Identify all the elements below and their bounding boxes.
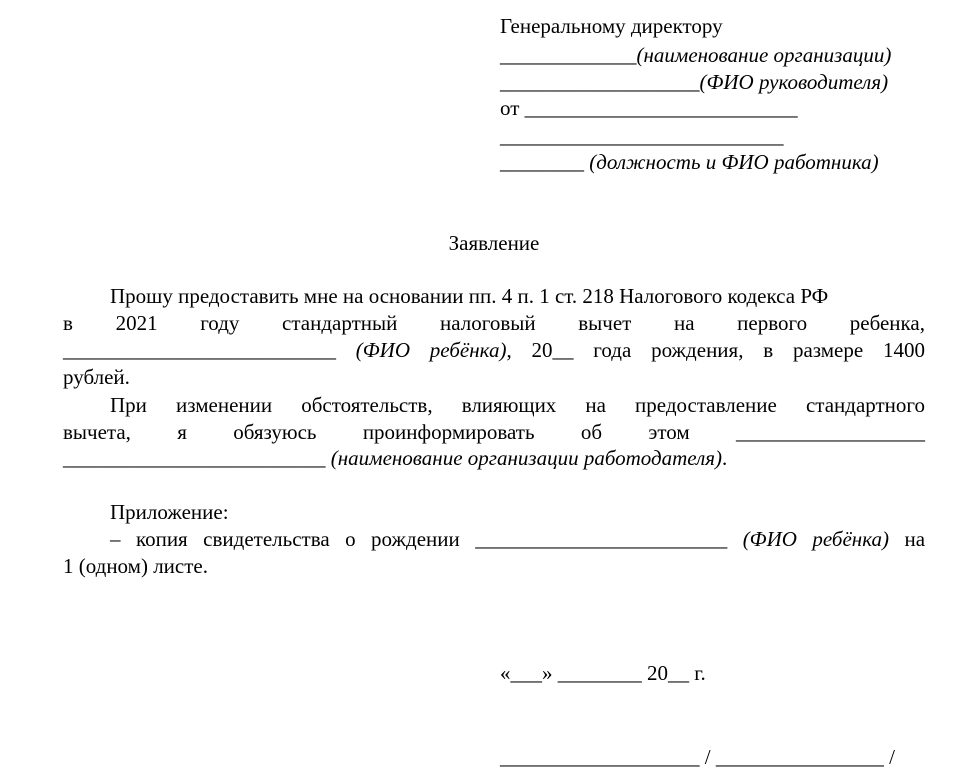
document-title-text: Заявление [448, 231, 540, 255]
employee-line [500, 150, 879, 175]
para2-line3 [63, 446, 727, 471]
attachment-line2 [63, 554, 208, 579]
organization-blank: _____________ [500, 43, 637, 67]
attachment-heading [110, 500, 229, 525]
from-line [500, 96, 798, 121]
para2-employer-blank-2: _________________________ [63, 446, 326, 470]
para1-line1-text: Прошу предоставить мне на основании пп. 4 п. 1 ст. 218 Налогового кодекса РФ [110, 284, 829, 308]
date-line-text: «___» ________ 20__ г. [500, 661, 706, 685]
from-blank: __________________________ [524, 96, 798, 120]
para2-line3-end: . [722, 446, 728, 470]
para1-line4 [63, 365, 130, 390]
addressee-text: Генеральному директору [500, 14, 723, 38]
attachment-child-name-blank: ________________________ [475, 527, 728, 551]
employee-blank: ________ [500, 150, 584, 174]
signature-line-text: ___________________ / ________________ / [500, 745, 895, 769]
head-name-blank: ___________________ [500, 70, 700, 94]
para1-line4-text: рублей. [63, 365, 130, 389]
addressee-line [500, 14, 723, 39]
para1-line3-rest: , 20__ года рождения, в размере 1400 [506, 338, 925, 362]
head-name-hint: (ФИО руководителя) [699, 70, 889, 94]
para1-line2: в 2021 году стандартный налоговый вычет на первого ребенка, [63, 311, 925, 335]
para2-line2 [63, 420, 925, 445]
para2-line1: При изменении обстоятельств, влияющих на предоставление стандартного [110, 393, 925, 417]
signature-line [500, 745, 895, 770]
para2-line2-text: вычета, я обязуюсь проинформировать об этом [63, 420, 690, 444]
blank-line [500, 124, 784, 149]
para1-child-name-blank: __________________________ [63, 338, 336, 362]
para1-line1 [110, 284, 828, 309]
employee-hint: (должность и ФИО работника) [589, 150, 879, 174]
organization-line [500, 43, 891, 68]
para1-line3 [63, 338, 925, 363]
attachment-line1-end: на [904, 527, 926, 551]
attachment-child-name-hint: (ФИО ребёнка) [742, 527, 889, 551]
head-name-line [500, 70, 888, 95]
document-title [0, 231, 978, 256]
organization-hint: (наименование организации) [636, 43, 892, 67]
attachment-line2-text: 1 (одном) листе. [63, 554, 208, 578]
attachment-heading-text: Приложение: [110, 500, 229, 524]
blank-line-text: ___________________________ [500, 124, 784, 148]
para1-child-name-hint: (ФИО ребёнка) [355, 338, 507, 362]
attachment-line1 [110, 527, 925, 552]
para2-employer-blank: __________________ [736, 420, 925, 444]
from-prefix: от [500, 96, 525, 120]
date-line [500, 661, 706, 686]
attachment-line1-text: – копия свидетельства о рождении [110, 527, 460, 551]
para2-employer-hint: (наименование организации работодателя) [330, 446, 722, 470]
